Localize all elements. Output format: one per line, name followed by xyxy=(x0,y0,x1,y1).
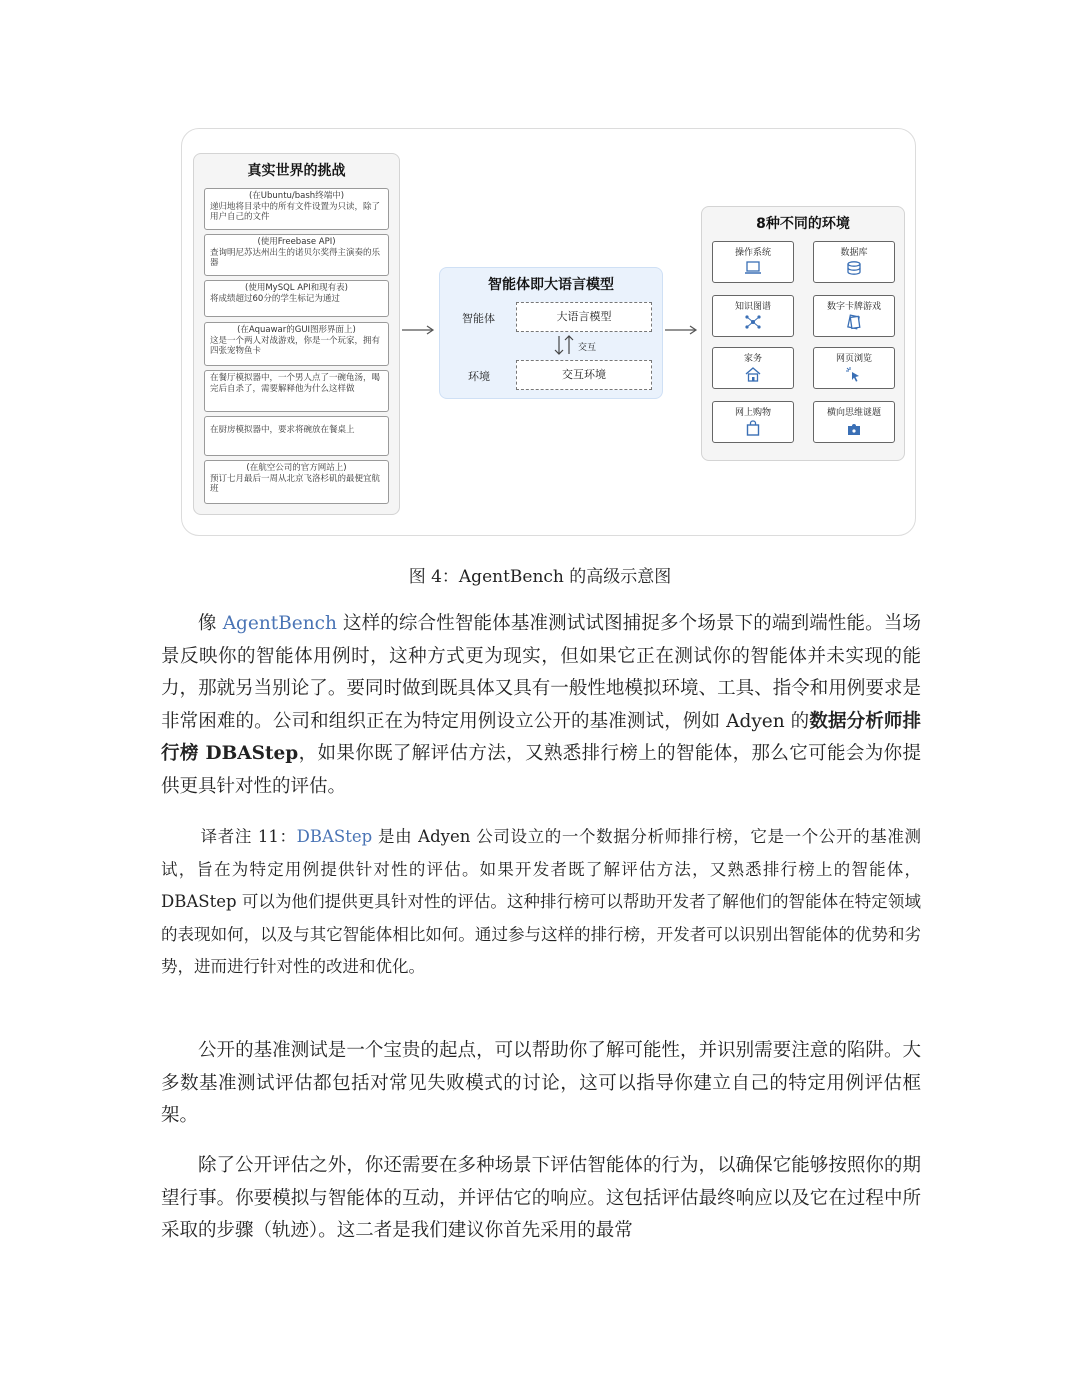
agentbench-link[interactable]: AgentBench xyxy=(222,613,337,634)
env-name: 操作系统 xyxy=(734,248,771,258)
env-card xyxy=(813,295,895,337)
environment-label: 环境 xyxy=(468,370,490,383)
task-text: 递归地将目录中的所有文件设置为只读，除了用户自己的文件 xyxy=(210,201,381,222)
shopping-bag-icon xyxy=(744,420,762,436)
env-card xyxy=(813,241,895,283)
text-span: ，如果你既了解评估方法，又熟悉排行榜上的智能体，那么它可能会为你提供更具针对性的评估。 xyxy=(161,743,921,797)
cards-icon xyxy=(845,314,863,330)
paragraph-agentbench xyxy=(161,608,921,803)
task-context: (使用MySQL API和现有表) xyxy=(245,283,348,293)
task-context: (在航空公司的官方网站上) xyxy=(246,463,347,473)
laptop-icon xyxy=(744,260,762,276)
task-context: (使用Freebase API) xyxy=(257,237,336,247)
graph-icon xyxy=(744,314,762,330)
env-card xyxy=(712,347,794,389)
text-span: 像 xyxy=(198,613,223,634)
interact-label: 交互 xyxy=(578,343,597,353)
eight-environments-panel xyxy=(701,206,905,461)
note-prefix: 译者注 11： xyxy=(200,827,297,846)
task-context: (在Aquawar的GUI图形界面上) xyxy=(237,325,356,335)
task-card xyxy=(204,370,389,412)
figure-caption: 图 4：AgentBench 的高级示意图 xyxy=(408,567,672,587)
env-name: 家务 xyxy=(743,354,762,364)
house-icon xyxy=(744,366,762,382)
env-name: 数字卡牌游戏 xyxy=(826,302,881,312)
arrow-right-icon xyxy=(402,324,436,336)
database-icon xyxy=(845,260,863,276)
left-panel-title: 真实世界的挑战 xyxy=(247,163,346,179)
env-card xyxy=(712,295,794,337)
center-panel-title: 智能体即大语言模型 xyxy=(488,277,614,293)
task-card xyxy=(204,460,389,504)
task-text: 预订七月最后一周从北京飞洛杉矶的最便宜航班 xyxy=(210,473,381,494)
puzzle-icon xyxy=(845,420,863,436)
task-card xyxy=(204,280,389,317)
arrow-right-icon xyxy=(665,324,699,336)
task-card xyxy=(204,322,389,366)
cursor-click-icon xyxy=(845,366,863,382)
paragraph-scenario-evaluation: 除了公开评估之外，你还需要在多种场景下评估智能体的行为，以确保它能够按照你的期望行事。你要模拟与智能体的互动，并评估它的响应。这包括评估最终响应以及它在过程中所采取的步骤（轨迹）。这二者是我们建议你首先采用的最常 xyxy=(161,1155,921,1241)
interactive-env-box: 交互环境 xyxy=(516,360,652,390)
bidirectional-arrow-icon xyxy=(552,334,576,356)
task-text: 在厨房模拟器中，要求将碗放在餐桌上 xyxy=(210,425,355,435)
text-span: 这样的综合性智能体基准测试试图捕捉多个场景下的端到端性能。当场景反映你的智能体用例时，这种方式更为现实，但如果它正在测试你的智能体并未实现的能力，那就另当别论了。要同时做到既具体又具有一般性地模拟环境、工具、指令和用例要求是非常困难的。公司和组织正在为特定用例设立公开的基准测试，例如 Adyen 的 xyxy=(161,613,921,732)
env-name: 知识图谱 xyxy=(734,302,771,312)
llm-box: 大语言模型 xyxy=(516,302,652,332)
paragraph-public-benchmarks: 公开的基准测试是一个宝贵的起点，可以帮助你了解可能性，并识别需要注意的陷阱。大多数基准测试评估都包括对常见失败模式的讨论，这可以指导你建立自己的特定用例评估框架。 xyxy=(161,1040,921,1126)
task-text: 这是一个两人对战游戏，你是一个玩家，拥有四张宠物鱼卡 xyxy=(210,335,381,356)
dbastep-bold-term: 数据分析师排行榜 DBAStep xyxy=(161,710,921,764)
task-card xyxy=(204,188,389,230)
note-text: 是由 Adyen 公司设立的一个数据分析师排行榜，它是一个公开的基准测试，旨在为特定用例提供针对性的评估。如果开发者既了解评估方法，又熟悉排行榜上的智能体，DBAStep 可以为他们提供更具针对性的评估。这种排行榜可以帮助开发者了解他们的智能体在特定领域的表现如何，以及与其它智能体相比如何。通过参与这样的排行榜，开发者可以识别出智能体的优势和劣势，进而进行针对性的改进和优化。 xyxy=(161,827,921,976)
dbastep-link[interactable]: DBAStep xyxy=(296,827,373,846)
env-name: 数据库 xyxy=(840,248,868,258)
env-card xyxy=(712,241,794,283)
task-text: 查询明尼苏达州出生的诺贝尔奖得主演奏的乐器 xyxy=(210,247,381,268)
task-card xyxy=(204,234,389,276)
env-name: 横向思维谜题 xyxy=(826,408,881,418)
translator-note xyxy=(161,821,921,984)
task-text: 将成绩超过60分的学生标记为通过 xyxy=(210,293,340,304)
env-name: 网页浏览 xyxy=(835,354,872,364)
env-card xyxy=(813,347,895,389)
agent-as-llm-panel xyxy=(439,267,663,399)
right-panel-title: 8种不同的环境 xyxy=(756,216,850,232)
env-name: 网上购物 xyxy=(734,408,771,418)
task-context: (在Ubuntu/bash终端中) xyxy=(248,191,345,201)
agent-label: 智能体 xyxy=(462,312,495,325)
env-card xyxy=(712,401,794,443)
task-text: 在餐厅模拟器中，一个男人点了一碗龟汤，喝完后自杀了，需要解释他为什么这样做 xyxy=(210,373,381,394)
task-card xyxy=(204,416,389,456)
env-card xyxy=(813,401,895,443)
real-world-challenges-panel xyxy=(193,153,400,515)
